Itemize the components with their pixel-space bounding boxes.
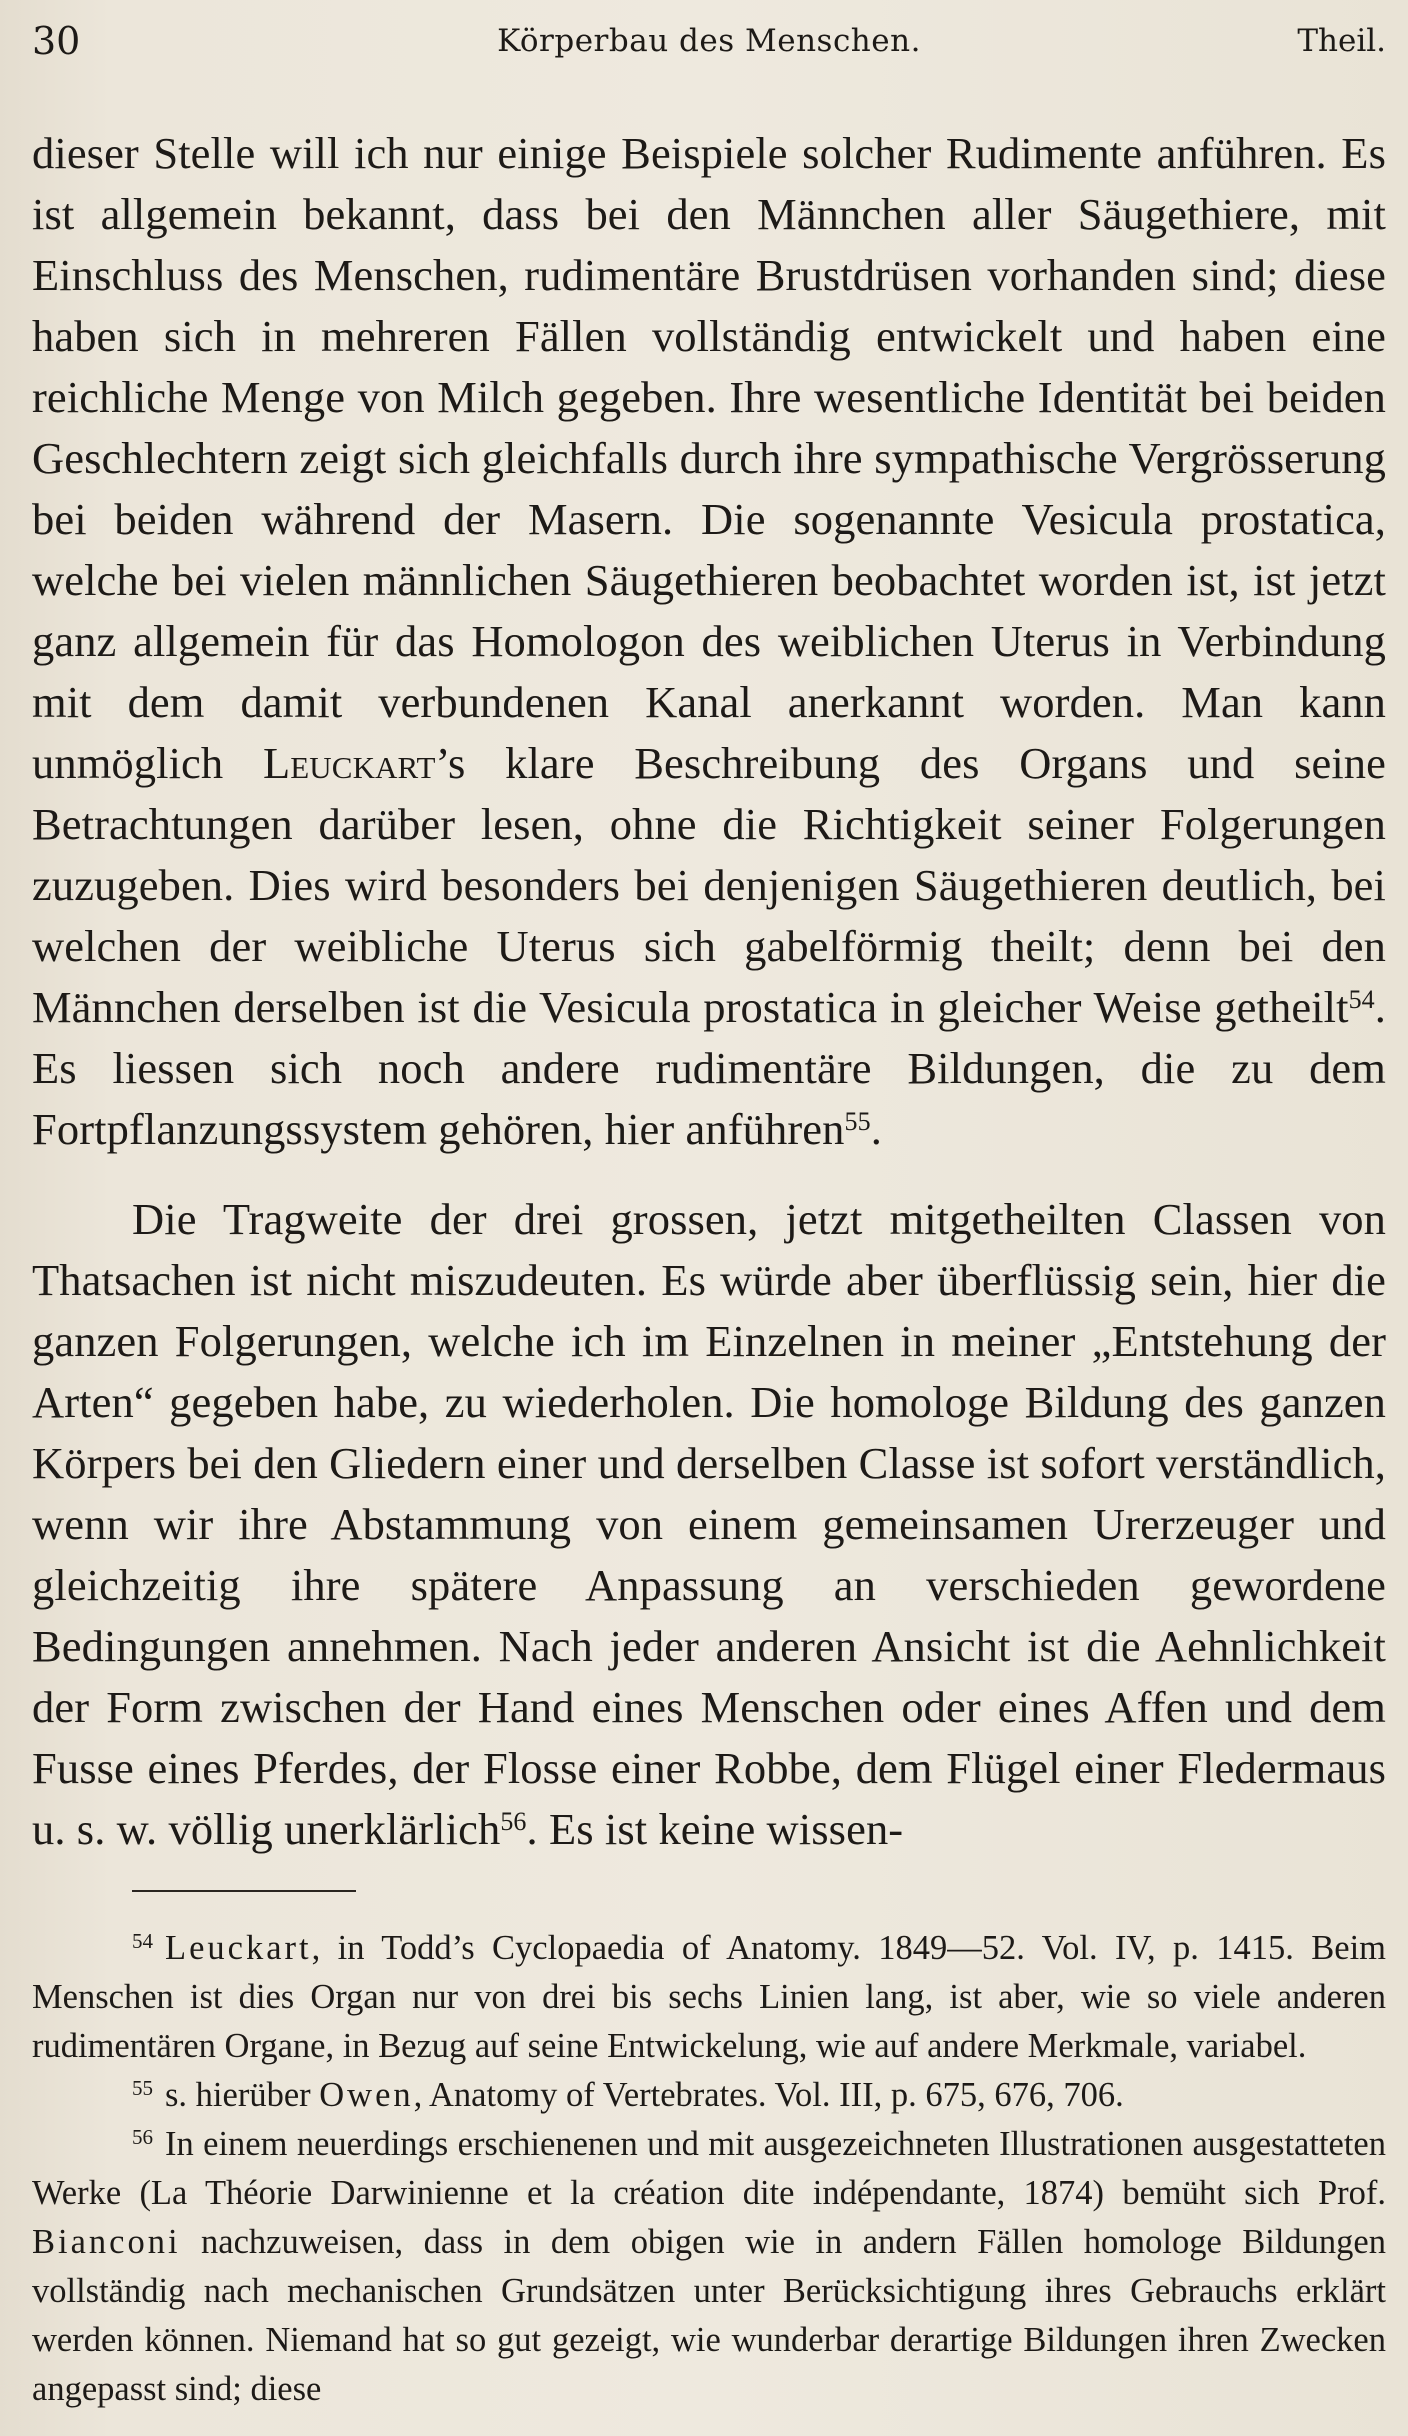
author-name: Owen	[319, 2076, 414, 2114]
footnote-56	[32, 2120, 1386, 2414]
body-text	[32, 123, 1386, 1860]
running-title: Körperbau des Menschen.	[497, 23, 921, 59]
footnote-text: , in Todd’s Cyclopaedia of Anatomy. 1849—52. Vol. IV, p. 1415. Beim Menschen ist dies Organ nur von drei bis sechs Linien lang, ist aber, wie so viele anderen rudimentären Organe, in Bezug auf seine Entwickelung, wie auf andere Merkmale, variabel.	[32, 1929, 1386, 2065]
footnote-54	[32, 1924, 1386, 2071]
paragraph-text: . Es liessen sich noch andere rudimentäre Bildungen, die zu dem Fortpflanzungssystem gehören, hier anführen	[32, 982, 1386, 1154]
footnote-reference: 54	[1348, 985, 1375, 1014]
footnote-text: , Anatomy of Vertebrates. Vol. III, p. 675, 676, 706.	[413, 2076, 1124, 2114]
author-name: Bianconi	[32, 2223, 181, 2261]
author-name: Leuckart	[165, 1929, 312, 1967]
footnote-text: In einem neuerdings erschienenen und mit ausgezeichneten Illustrationen ausgestatteten Werke (La Théorie Darwinienne et la création dite indépendante, 1874) bemüht sich Prof.	[32, 2125, 1386, 2212]
footnote-divider	[132, 1890, 356, 1892]
paragraph	[32, 1189, 1386, 1860]
footnote-reference: 55	[844, 1107, 871, 1136]
footnote-marker: 54	[132, 1929, 153, 1953]
page-number: 30	[32, 19, 81, 63]
paragraph-text: .	[870, 1104, 882, 1154]
running-head-right: Theil.	[1297, 23, 1386, 59]
footnote-text: s. hierüber	[165, 2076, 320, 2114]
footnote-marker: 55	[132, 2076, 153, 2100]
footnote-55	[32, 2071, 1386, 2120]
paragraph-text: . Es ist keine wissen-	[526, 1804, 904, 1854]
footnote-marker: 56	[132, 2125, 153, 2149]
paragraph	[32, 123, 1386, 1160]
paragraph-text: ’s klare Beschreibung des Organs und seine Betrachtungen darüber lesen, ohne die Richtigkeit seiner Folgerungen zuzugeben. Dies wird besonders bei denjenigen Säugethieren deutlich, bei welchen der weibliche Uterus sich gabelförmig theilt; denn bei den Männchen derselben ist die Vesicula prostatica in gleicher Weise getheilt	[32, 738, 1386, 1032]
footnotes	[32, 1924, 1386, 2414]
author-name: Leuckart	[262, 738, 436, 788]
paragraph-text: Die Tragweite der drei grossen, jetzt mitgetheilten Classen von Thatsachen ist nicht miszudeuten. Es würde aber überflüssig sein, hier die ganzen Folgerungen, welche ich im Einzelnen in meiner „Entstehung der Arten“ gegeben habe, zu wiederholen. Die homologe Bildung des ganzen Körpers bei den Gliedern einer und derselben Classe ist sofort verständlich, wenn wir ihre Abstammung von einem gemeinsamen Urerzeuger und gleichzeitig ihre spätere Anpassung an verschieden gewordene Bedingungen annehmen. Nach jeder anderen Ansicht ist die Aehnlichkeit der Form zwischen der Hand eines Menschen oder eines Affen und dem Fusse eines Pferdes, der Flosse einer Robbe, dem Flügel einer Fledermaus u. s. w. völlig unerklärlich	[32, 1194, 1386, 1854]
footnote-reference: 56	[500, 1807, 527, 1836]
paragraph-text: dieser Stelle will ich nur einige Beispiele solcher Rudimente anführen. Es ist allgemein bekannt, dass bei den Männchen aller Säugethiere, mit Einschluss des Menschen, rudimentäre Brustdrüsen vorhanden sind; diese haben sich in mehreren Fällen vollständig entwickelt und haben eine reichliche Menge von Milch gegeben. Ihre wesentliche Identität bei beiden Geschlechtern zeigt sich gleichfalls durch ihre sympathische Vergrösserung bei beiden während der Masern. Die sogenannte Vesicula prostatica, welche bei vielen männlichen Säugethieren beobachtet worden ist, ist jetzt ganz allgemein für das Homologon des weiblichen Uterus in Verbindung mit dem damit verbundenen Kanal anerkannt worden. Man kann unmöglich	[32, 128, 1386, 788]
footnote-text: nachzuweisen, dass in dem obigen wie in andern Fällen homologe Bildungen vollständig nach mechanischen Grundsätzen unter Berücksichtigung ihres Gebrauchs erklärt werden können. Niemand hat so gut gezeigt, wie wunderbar derartige Bildungen ihren Zwecken angepasst sind; diese	[32, 2223, 1386, 2408]
running-head	[32, 14, 1386, 68]
